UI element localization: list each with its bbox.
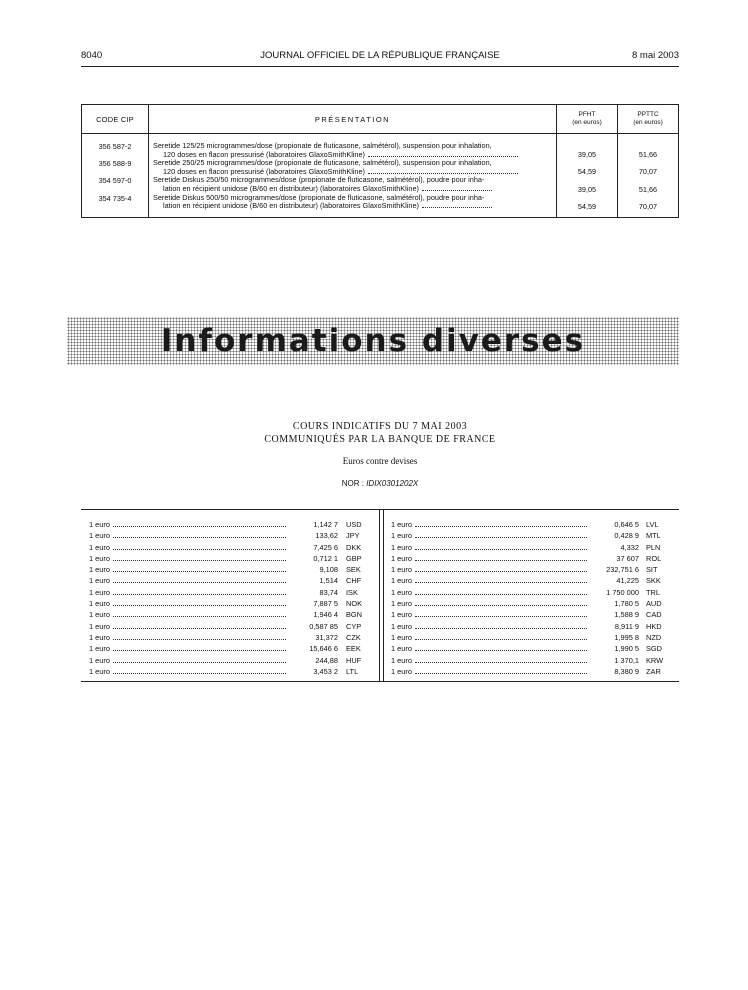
rate-row (391, 609, 675, 620)
section-banner-title: Informations diverses (160, 323, 586, 359)
rate-label: 1 euro (391, 576, 412, 586)
presentation-text (149, 194, 557, 218)
table-row (82, 176, 679, 193)
header-rule (81, 66, 679, 67)
rate-label: 1 euro (391, 531, 412, 541)
header-ppttc (618, 105, 679, 134)
exchange-rates-table (81, 509, 679, 682)
dot-leader (415, 526, 587, 527)
rate-row (89, 542, 374, 553)
dot-leader (113, 673, 286, 674)
ppttc-value: 51,66 (618, 134, 679, 160)
rate-row (89, 666, 374, 677)
presentation-line: 120 doses en flacon pressurisé (laboratoires GlaxoSmithKline) (153, 151, 552, 160)
currency-code: SGD (646, 644, 663, 654)
ppttc-value: 70,07 (618, 194, 679, 218)
code-cip: 356 587-2 (82, 134, 149, 160)
presentation-line: 120 doses en flacon pressurisé (laboratoires GlaxoSmithKline) (153, 168, 552, 177)
rate-label: 1 euro (89, 542, 110, 552)
dot-leader (113, 571, 286, 572)
presentation-text (149, 134, 557, 160)
presentation-line: lation en récipient unidose (B/60 en distributeur) (laboratoires GlaxoSmithKline) (153, 202, 552, 211)
rate-value: 31,372 (315, 632, 338, 642)
table-row (82, 134, 679, 160)
currency-code: HKD (646, 621, 662, 631)
rate-value: 1 750 000 (606, 587, 639, 597)
currency-code: SEK (346, 565, 361, 575)
currency-code: PLN (646, 542, 661, 552)
rate-row (89, 575, 374, 586)
rate-row (391, 564, 675, 575)
rate-label: 1 euro (89, 599, 110, 609)
dot-leader (415, 594, 587, 595)
rate-row (89, 587, 374, 598)
header-pfht-unit: (en euros) (572, 119, 602, 126)
rate-label: 1 euro (391, 632, 412, 642)
rate-row (391, 632, 675, 643)
presentation-line: Seretide Diskus 250/50 microgrammes/dose (propionate de fluticasone, salmétérol), poudre pour inha- (153, 175, 485, 185)
rate-value: 83,74 (319, 587, 338, 597)
currency-code: MTL (646, 531, 661, 541)
currency-code: BGN (346, 610, 363, 620)
currency-code: EEK (346, 644, 361, 654)
pfht-value: 39,05 (557, 134, 618, 160)
currency-code: AUD (646, 599, 662, 609)
rate-label: 1 euro (89, 576, 110, 586)
pfht-value: 39,05 (557, 176, 618, 193)
rate-value: 244,88 (315, 655, 338, 665)
rate-row (89, 632, 374, 643)
rate-label: 1 euro (391, 644, 412, 654)
rate-value: 1 370,1 (614, 655, 639, 665)
dot-leader (113, 616, 286, 617)
dot-leader (415, 605, 587, 606)
rate-label: 1 euro (89, 666, 110, 676)
currency-code: CYP (346, 621, 362, 631)
dot-leader (113, 560, 286, 561)
dot-leader (113, 526, 286, 527)
dot-leader (415, 582, 587, 583)
rate-value: 0,428 9 (614, 531, 639, 541)
dot-leader (113, 549, 286, 550)
currency-code: JPY (346, 531, 360, 541)
rate-value: 3,453 2 (313, 666, 338, 676)
rate-value: 1,995 8 (614, 632, 639, 642)
rate-value: 37 607 (616, 553, 639, 563)
dot-leader (113, 605, 286, 606)
rate-row (391, 587, 675, 598)
rate-value: 41,225 (616, 576, 639, 586)
rate-label: 1 euro (391, 587, 412, 597)
rate-value: 4,332 (620, 542, 639, 552)
rate-row (391, 553, 675, 564)
currency-code: CHF (346, 576, 362, 586)
rate-row (391, 666, 675, 677)
rate-row (89, 598, 374, 609)
rate-row (391, 598, 675, 609)
rate-row (89, 553, 374, 564)
currency-code: GBP (346, 553, 362, 563)
rate-label: 1 euro (89, 621, 110, 631)
rate-label: 1 euro (391, 553, 412, 563)
rate-label: 1 euro (89, 632, 110, 642)
presentation-text (149, 176, 557, 193)
rate-row (89, 564, 374, 575)
pfht-value: 54,59 (557, 194, 618, 218)
rate-label: 1 euro (391, 542, 412, 552)
currency-code: SIT (646, 565, 658, 575)
table-header-row (82, 105, 679, 134)
presentation-text (149, 159, 557, 176)
pfht-value: 54,59 (557, 159, 618, 176)
cours-title-line2: COMMUNIQUÉS PAR LA BANQUE DE FRANCE (264, 434, 496, 445)
dot-leader (113, 537, 286, 538)
rate-label: 1 euro (89, 587, 110, 597)
rate-label: 1 euro (391, 610, 412, 620)
header-ppttc-label: PPTTC (637, 111, 659, 118)
publication-date: 8 mai 2003 (631, 50, 679, 61)
currency-code: DKK (346, 542, 362, 552)
rate-value: 1,990 5 (614, 644, 639, 654)
rate-value: 15,646 6 (309, 644, 338, 654)
ppttc-value: 51,66 (618, 176, 679, 193)
header-ppttc-unit: (en euros) (633, 119, 663, 126)
rate-row (89, 609, 374, 620)
presentation-table (81, 104, 679, 218)
rate-label: 1 euro (89, 520, 110, 529)
currency-code: ZAR (646, 666, 661, 676)
rate-value: 1,142 7 (313, 520, 338, 529)
dot-leader (113, 650, 286, 651)
rate-label: 1 euro (89, 565, 110, 575)
rate-row (89, 530, 374, 541)
rate-value: 0,712 1 (313, 553, 338, 563)
currency-code: USD (346, 520, 362, 529)
ppttc-value: 70,07 (618, 159, 679, 176)
header-pfht-label: PFHT (578, 111, 596, 118)
rate-row (391, 643, 675, 654)
dot-leader (415, 639, 587, 640)
rates-left-column (89, 519, 374, 677)
rate-label: 1 euro (391, 565, 412, 575)
cours-subtitle: Euros contre devises (342, 456, 418, 466)
rate-value: 7,887 5 (313, 599, 338, 609)
rate-label: 1 euro (89, 610, 110, 620)
presentation-line: lation en récipient unidose (B/60 en distributeur) (laboratoires GlaxoSmithKline) (153, 185, 552, 194)
currency-code: HUF (346, 655, 362, 665)
dot-leader (113, 594, 286, 595)
rate-row (391, 542, 675, 553)
rate-value: 8,380 9 (614, 666, 639, 676)
currency-code: TRL (646, 587, 660, 597)
code-cip: 354 597-0 (82, 176, 149, 193)
rate-row (89, 621, 374, 632)
nor-value: IDIX0301202X (366, 479, 419, 488)
page-header (81, 50, 679, 66)
rate-value: 0,646 5 (614, 520, 639, 529)
rate-value: 1,946 4 (313, 610, 338, 620)
dot-leader (113, 582, 286, 583)
code-cip: 354 735-4 (82, 194, 149, 218)
column-divider (379, 510, 384, 681)
rate-value: 7,425 6 (313, 542, 338, 552)
dot-leader (113, 628, 286, 629)
table-row (82, 194, 679, 218)
rate-row (391, 655, 675, 666)
header-code-cip: CODE CIP (82, 105, 149, 134)
cours-title-line1: COURS INDICATIFS DU 7 MAI 2003 (292, 421, 468, 432)
presentation-line: Seretide 250/25 microgrammes/dose (propionate de fluticasone, salmétérol), suspension pour inhalation, (153, 158, 492, 168)
rate-row (89, 519, 374, 530)
table-row (82, 159, 679, 176)
dot-leader (415, 560, 587, 561)
rate-label: 1 euro (391, 621, 412, 631)
rate-value: 9,108 (319, 565, 338, 575)
rate-row (89, 643, 374, 654)
dot-leader (113, 639, 286, 640)
rate-value: 1,780 5 (614, 599, 639, 609)
rate-row (391, 530, 675, 541)
currency-code: ROL (646, 553, 662, 563)
presentation-line: Seretide Diskus 500/50 microgrammes/dose (propionate de fluticasone, salmétérol), poudre pour inha- (153, 192, 485, 202)
rate-row (391, 621, 675, 632)
currency-code: CAD (646, 610, 662, 620)
header-pfht (557, 105, 618, 134)
dot-leader (415, 650, 587, 651)
dot-leader (415, 616, 587, 617)
rate-label: 1 euro (89, 655, 110, 665)
rate-row (391, 519, 675, 530)
currency-code: LVL (646, 520, 659, 529)
currency-code: NOK (346, 599, 363, 609)
presentation-line: Seretide 125/25 microgrammes/dose (propionate de fluticasone, salmétérol), suspension pour inhalation, (153, 141, 492, 150)
rate-label: 1 euro (391, 599, 412, 609)
rate-row (89, 655, 374, 666)
rate-value: 8,911 9 (614, 621, 639, 631)
rate-label: 1 euro (89, 531, 110, 541)
rate-value: 0,587 85 (309, 621, 338, 631)
currency-code: KRW (646, 655, 664, 665)
rate-value: 232,751 6 (606, 565, 639, 575)
header-presentation: PRÉSENTATION (149, 105, 557, 134)
rate-label: 1 euro (391, 666, 412, 676)
rate-value: 1,514 (319, 576, 338, 586)
dot-leader (113, 662, 286, 663)
currency-code: LTL (346, 666, 359, 676)
rates-right-column (391, 519, 675, 677)
dot-leader (415, 537, 587, 538)
dot-leader (415, 628, 587, 629)
journal-title: JOURNAL OFFICIEL DE LA RÉPUBLIQUE FRANÇAISE (260, 50, 500, 61)
dot-leader (415, 571, 587, 572)
currency-code: ISK (346, 587, 358, 597)
code-cip: 356 588-9 (82, 159, 149, 176)
nor-label: NOR : (341, 479, 364, 488)
rate-row (391, 575, 675, 586)
currency-code: CZK (346, 632, 361, 642)
dot-leader (415, 662, 587, 663)
rate-label: 1 euro (89, 644, 110, 654)
rate-value: 133,62 (315, 531, 338, 541)
rate-value: 1,588 9 (614, 610, 639, 620)
currency-code: SKK (646, 576, 661, 586)
dot-leader (415, 673, 587, 674)
dot-leader (415, 549, 587, 550)
rate-label: 1 euro (89, 553, 110, 563)
page-number: 8040 (81, 50, 103, 61)
currency-code: NZD (646, 632, 662, 642)
nor-reference (81, 479, 679, 488)
rate-label: 1 euro (391, 655, 412, 665)
rate-label: 1 euro (391, 520, 412, 529)
